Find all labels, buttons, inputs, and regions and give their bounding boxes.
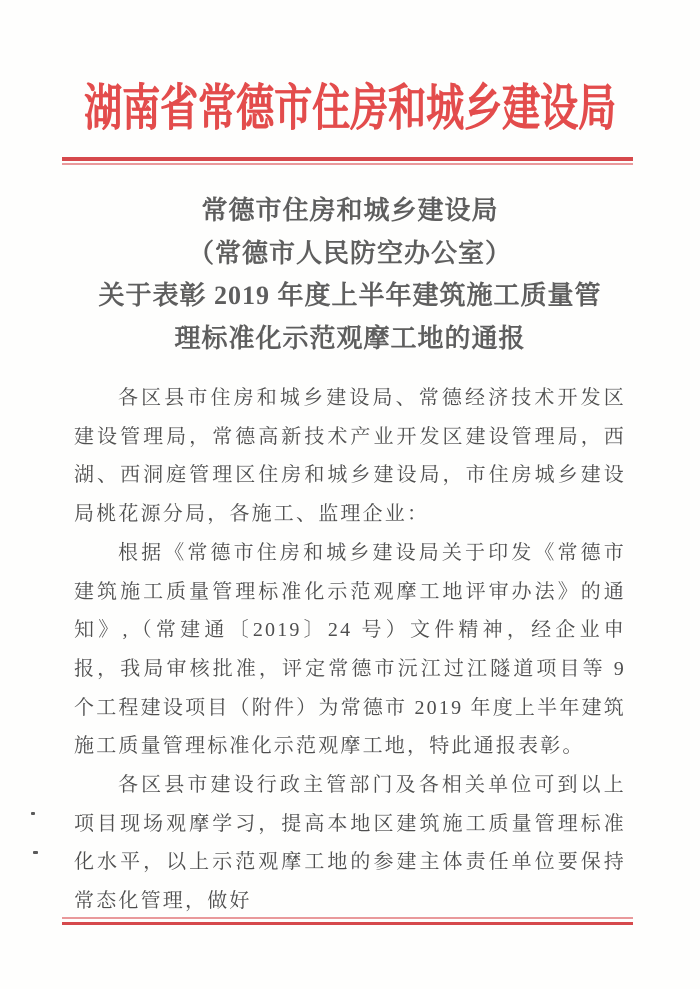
document-title-line-3: 关于表彰 2019 年度上半年建筑施工质量管 [98, 281, 602, 311]
document-body [74, 379, 626, 921]
document-title-line-1: 常德市住房和城乡建设局 [201, 196, 499, 225]
header-red-rule [62, 157, 633, 165]
body-paragraph-commendation: 根据《常德市住房和城乡建设局关于印发《常德市建筑施工质量管理标准化示范观摩工地评审办法》的通知》,（常建通〔2019〕24 号）文件精神，经企业申报，我局审核批准，评定常德市沅江过江隧道项目等 9 个工程建设项目（附件）为常德市 2019 年度上半年建筑施工质量管理标准化示范观摩工地，特此通报表彰。 [74, 541, 626, 758]
document-title-line-2: （常德市人民防空办公室） [187, 238, 512, 268]
document-title-line-4: 理标准化示范观摩工地的通报 [174, 324, 526, 354]
footer-red-rule-thin-line [62, 917, 633, 919]
header-red-rule-thick-line [62, 157, 633, 161]
body-paragraph-instruction: 各区县市建设行政主管部门及各相关单位可到以上项目现场观摩学习，提高本地区建筑施工质量管理标准化水平，以上示范观摩工地的参建主体责任单位要保持常态化管理，做好 [74, 774, 626, 913]
document-title [0, 190, 700, 361]
footer-red-rule-thick-line [62, 922, 633, 926]
body-paragraph-recipients: 各区县市住房和城乡建设局、常德经济技术开发区建设管理局，常德高新技术产业开发区建设管理局，西湖、西洞庭管理区住房和城乡建设局，市住房城乡建设局桃花源分局，各施工、监理企业： [74, 387, 626, 526]
footer-red-rule [62, 917, 633, 925]
scan-artifact-dot [33, 851, 38, 854]
scan-artifact-dot [31, 812, 35, 815]
letterhead-org-name: 湖南省常德市住房和城乡建设局 [84, 80, 616, 136]
header-red-rule-thin-line [62, 163, 633, 165]
